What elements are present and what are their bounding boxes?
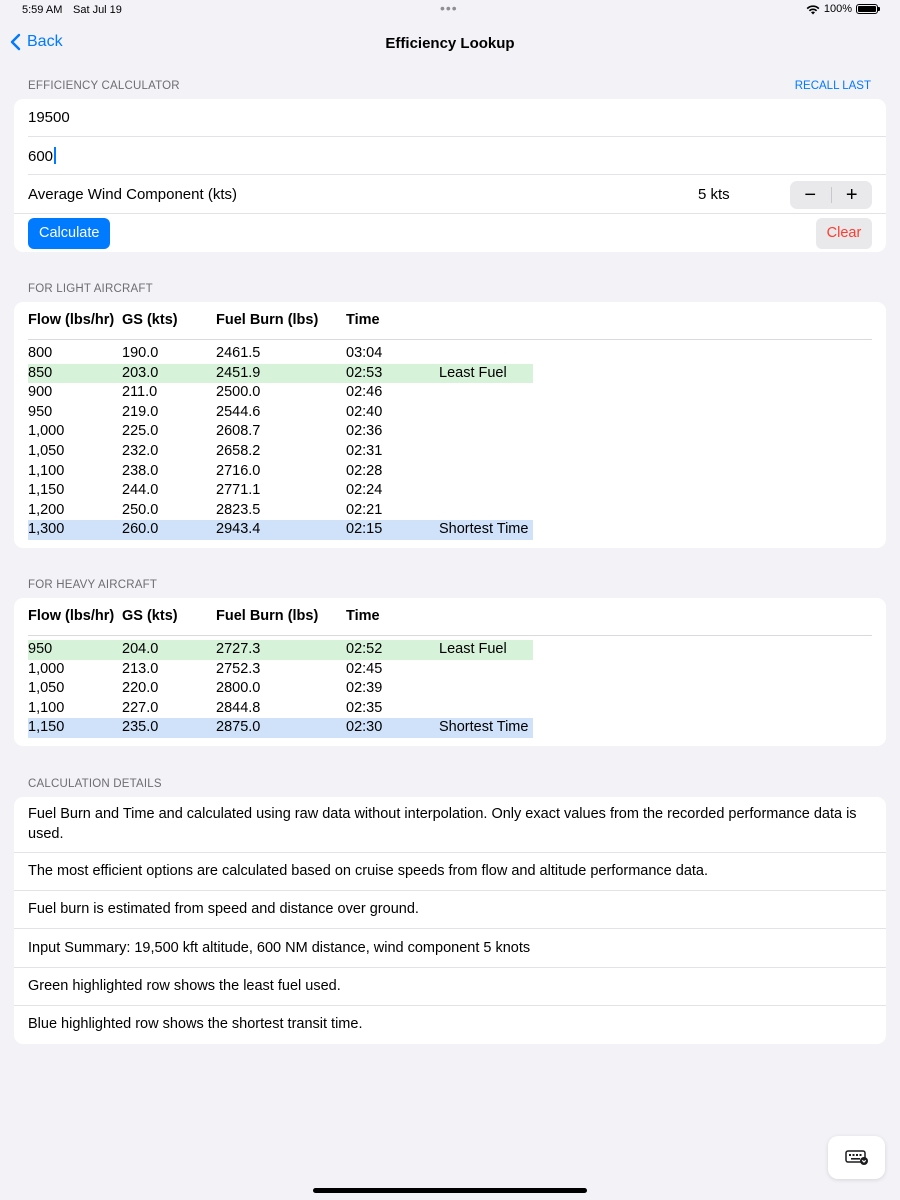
keyboard-icon [845, 1150, 869, 1166]
gs-cell: 204.0 [122, 641, 159, 657]
time-cell: 02:53 [346, 364, 383, 381]
flow-cell: 1,100 [28, 699, 65, 716]
time-cell: 02:35 [346, 699, 383, 716]
fuel-burn-cell: 2800.0 [216, 680, 261, 697]
fuel-burn-cell: 2544.6 [216, 403, 261, 420]
note-cell: Shortest Time [439, 719, 529, 736]
flow-cell: 850 [28, 364, 53, 381]
flow-cell: 900 [28, 384, 53, 401]
header-fuel-burn: Fuel Burn (lbs) [216, 312, 319, 328]
header-time: Time [346, 312, 380, 328]
distance-row [28, 137, 886, 175]
flow-cell: 1,050 [28, 443, 65, 459]
flow-cell: 800 [28, 345, 53, 361]
note-cell: Least Fuel [439, 364, 507, 381]
status-right [806, 3, 878, 15]
calculate-button[interactable]: Calculate [28, 218, 110, 249]
header-gs: GS (kts) [122, 312, 178, 328]
fuel-burn-cell: 2752.3 [216, 660, 261, 677]
status-bar [0, 0, 900, 22]
time-cell: 02:36 [346, 423, 383, 440]
table-divider [28, 635, 872, 636]
time-cell: 02:45 [346, 660, 383, 677]
fuel-burn-cell: 2608.7 [216, 423, 261, 440]
header-flow: Flow (lbs/hr) [28, 312, 115, 328]
action-row [14, 213, 886, 252]
flow-cell: 950 [28, 641, 53, 657]
wind-value: 5 kts [698, 186, 730, 203]
time-cell: 02:40 [346, 403, 383, 420]
light-table-card [14, 302, 886, 548]
fuel-burn-cell: 2943.4 [216, 521, 261, 538]
flow-cell: 950 [28, 403, 53, 420]
keyboard-toggle-button[interactable] [828, 1136, 885, 1179]
fuel-burn-cell: 2727.3 [216, 641, 261, 657]
gs-cell: 225.0 [122, 423, 159, 440]
wind-label: Average Wind Component (kts) [28, 186, 237, 203]
fuel-burn-cell: 2823.5 [216, 501, 261, 518]
note-cell: Least Fuel [439, 641, 507, 657]
altitude-row [28, 99, 886, 137]
detail-item: Green highlighted row shows the least fuel used. [14, 968, 886, 1006]
time-cell: 02:28 [346, 462, 383, 479]
detail-item: The most efficient options are calculated based on cruise speeds from flow and altitude performance data. [14, 853, 886, 891]
flow-cell: 1,100 [28, 462, 65, 479]
fuel-burn-cell: 2844.8 [216, 699, 261, 716]
time-cell: 02:30 [346, 719, 383, 736]
fuel-burn-cell: 2658.2 [216, 443, 261, 459]
flow-cell: 1,150 [28, 482, 65, 499]
fuel-burn-cell: 2451.9 [216, 364, 261, 381]
gs-cell: 232.0 [122, 443, 159, 459]
header-time: Time [346, 608, 380, 624]
detail-item: Blue highlighted row shows the shortest transit time. [28, 1016, 363, 1032]
flow-cell: 1,000 [28, 660, 65, 677]
gs-cell: 250.0 [122, 501, 159, 518]
heavy-section-header: FOR HEAVY AIRCRAFT [28, 579, 158, 591]
gs-cell: 190.0 [122, 345, 159, 361]
header-gs: GS (kts) [122, 608, 178, 624]
multitasking-dots-icon[interactable]: ••• [440, 0, 458, 16]
detail-item: Fuel Burn and Time and calculated using raw data without interpolation. Only exact values from the recorded performance data is used. [14, 797, 886, 853]
time-cell: 02:21 [346, 501, 383, 518]
status-date: Sat Jul 19 [73, 4, 122, 16]
details-card [14, 797, 886, 1044]
distance-field[interactable]: 600 [28, 147, 56, 165]
wind-stepper[interactable] [790, 181, 872, 209]
time-cell: 02:31 [346, 443, 383, 459]
time-cell: 02:24 [346, 482, 383, 499]
time-cell: 02:39 [346, 680, 383, 697]
detail-item: Input Summary: 19,500 kft altitude, 600 NM distance, wind component 5 knots [14, 929, 886, 968]
battery-icon [856, 4, 878, 14]
flow-cell: 1,050 [28, 680, 65, 697]
battery-percent: 100% [823, 3, 852, 15]
altitude-field[interactable]: 19500 [28, 109, 70, 126]
flow-cell: 1,300 [28, 521, 65, 538]
clear-button[interactable]: Clear [816, 218, 872, 249]
stepper-plus-button[interactable]: + [845, 184, 858, 206]
navigation-bar [0, 28, 900, 58]
gs-cell: 227.0 [122, 699, 159, 716]
gs-cell: 260.0 [122, 521, 159, 538]
gs-cell: 235.0 [122, 719, 159, 736]
calculator-section-header: EFFICIENCY CALCULATOR [28, 80, 180, 92]
detail-item: Fuel burn is estimated from speed and distance over ground. [14, 891, 886, 929]
flow-cell: 1,000 [28, 423, 65, 440]
wind-row [14, 175, 886, 214]
header-fuel-burn: Fuel Burn (lbs) [216, 608, 319, 624]
fuel-burn-cell: 2500.0 [216, 384, 261, 401]
stepper-minus-button[interactable]: − [804, 184, 817, 206]
gs-cell: 203.0 [122, 364, 159, 381]
fuel-burn-cell: 2875.0 [216, 719, 261, 736]
calculator-card [14, 99, 886, 252]
light-section-header: FOR LIGHT AIRCRAFT [28, 283, 153, 295]
text-caret [54, 147, 56, 164]
time-cell: 02:52 [346, 641, 383, 657]
flow-cell: 1,200 [28, 501, 65, 518]
gs-cell: 213.0 [122, 660, 159, 677]
time-cell: 03:04 [346, 345, 383, 361]
flow-cell: 1,150 [28, 719, 65, 736]
page-title: Efficiency Lookup [385, 35, 515, 52]
fuel-burn-cell: 2461.5 [216, 345, 261, 361]
heavy-table-card [14, 598, 886, 746]
back-label: Back [27, 33, 63, 50]
note-cell: Shortest Time [439, 521, 529, 538]
gs-cell: 211.0 [122, 384, 158, 401]
gs-cell: 220.0 [122, 680, 159, 697]
fuel-burn-cell: 2716.0 [216, 462, 261, 479]
gs-cell: 244.0 [122, 482, 159, 499]
fuel-burn-cell: 2771.1 [216, 482, 261, 499]
status-time: 5:59 AM [22, 4, 63, 16]
gs-cell: 238.0 [122, 462, 159, 479]
home-indicator [313, 1188, 587, 1193]
time-cell: 02:46 [346, 384, 383, 401]
details-section-header: CALCULATION DETAILS [28, 778, 162, 790]
table-divider [28, 339, 872, 340]
header-flow: Flow (lbs/hr) [28, 608, 115, 624]
time-cell: 02:15 [346, 521, 383, 538]
gs-cell: 219.0 [122, 403, 159, 420]
wifi-icon [806, 4, 820, 15]
recall-last-button[interactable]: RECALL LAST [794, 80, 871, 92]
